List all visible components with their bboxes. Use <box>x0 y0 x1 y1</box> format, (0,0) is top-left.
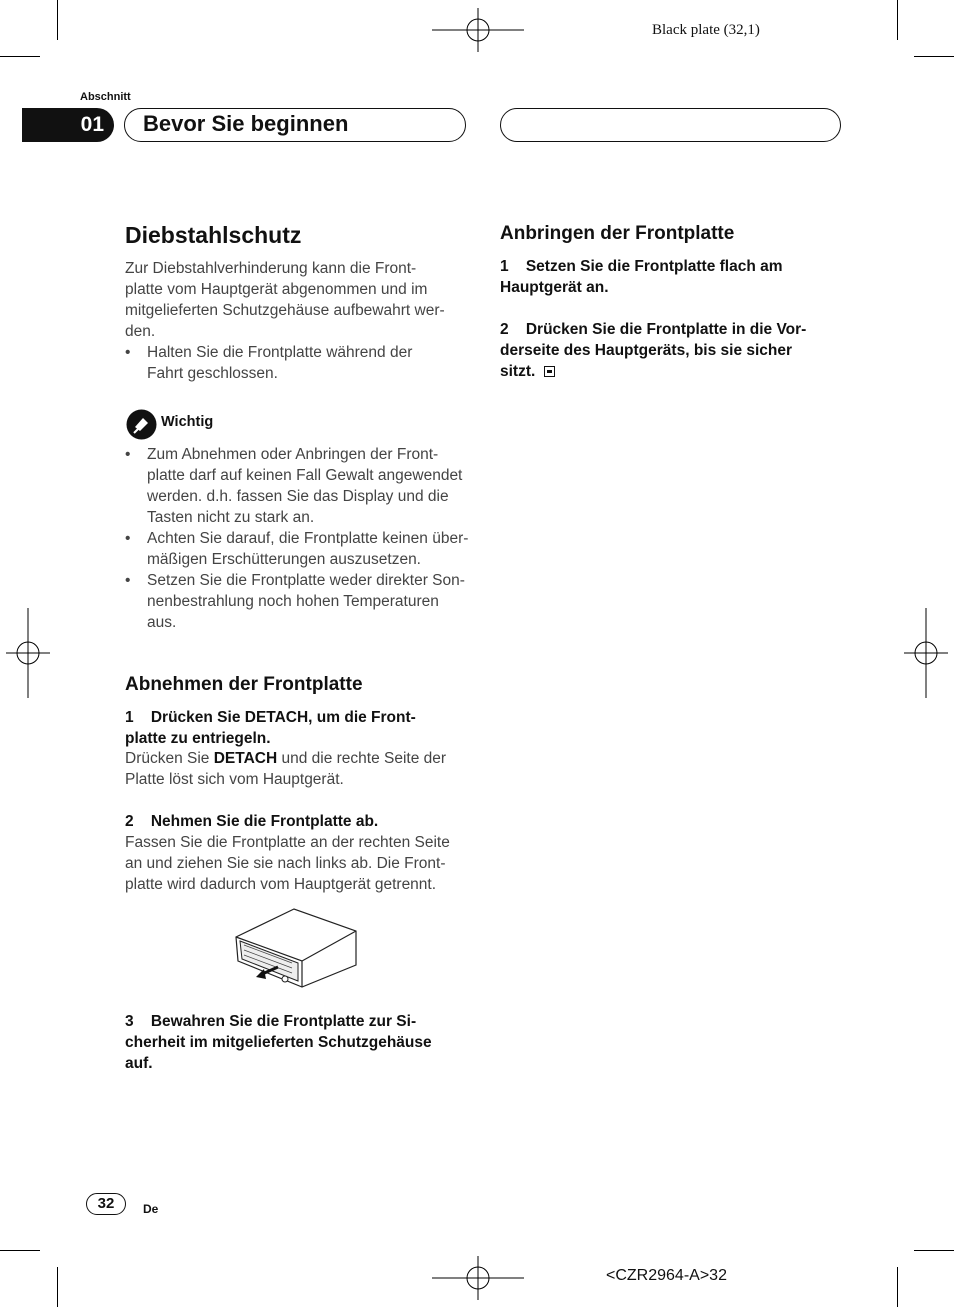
registration-mark-left <box>6 608 50 698</box>
text-run: sitzt. <box>500 363 536 380</box>
crop-mark <box>57 1267 58 1307</box>
text-line: aus. <box>147 614 177 631</box>
bullet-dot: • <box>125 530 131 547</box>
text-line: Tasten nicht zu stark an. <box>147 509 315 526</box>
attach-heading: Anbringen der Frontplatte <box>500 223 735 244</box>
crop-mark <box>914 1250 954 1251</box>
attach-step-1 <box>500 256 783 298</box>
text-line <box>125 748 446 769</box>
text-line: 3 Bewahren Sie die Frontplatte zur Si- <box>125 1013 417 1030</box>
remove-step-2-body <box>125 832 450 895</box>
bullet-item <box>125 444 470 528</box>
text-line: auf. <box>125 1055 153 1072</box>
section-caption: Abschnitt <box>80 91 131 103</box>
section-title: Bevor Sie beginnen <box>143 111 349 136</box>
bullet-item <box>125 528 470 570</box>
registration-mark-bottom <box>432 1256 524 1300</box>
attach-step-2 <box>500 319 806 382</box>
text-line: platte darf auf keinen Fall Gewalt angewendet <box>147 467 463 484</box>
text-line <box>500 361 806 382</box>
crop-mark <box>0 1250 40 1251</box>
text-line: nenbestrahlung noch hohen Temperaturen <box>147 593 439 610</box>
text-line: 1 Setzen Sie die Frontplatte flach am <box>500 258 783 275</box>
end-mark-fill <box>547 370 552 373</box>
text-line: 1 Drücken Sie DETACH, um die Front- <box>125 709 416 726</box>
page-number: 32 <box>86 1193 126 1215</box>
text-run: Drücken Sie <box>125 750 214 767</box>
plate-label: Black plate (32,1) <box>652 22 760 38</box>
remove-step-1-body <box>125 748 446 790</box>
text-line: Halten Sie die Frontplatte während der <box>147 344 413 361</box>
text-line: platte zu entriegeln. <box>125 730 271 747</box>
important-icon <box>126 409 157 440</box>
text-line: werden. d.h. fassen Sie das Display und die <box>147 488 449 505</box>
frontplate-removal-illustration <box>230 905 362 989</box>
section-title-frame-right <box>500 108 841 142</box>
crop-mark <box>57 0 58 40</box>
bullet-text <box>147 528 468 570</box>
crop-mark <box>914 56 954 57</box>
text-run: und die rechte Seite der <box>277 750 447 767</box>
important-label: Wichtig <box>161 414 214 430</box>
text-line: Zur Diebstahlverhinderung kann die Front- <box>125 260 417 277</box>
remove-step-1 <box>125 707 416 749</box>
text-line: Platte löst sich vom Hauptgerät. <box>125 771 344 788</box>
text-line: Zum Abnehmen oder Anbringen der Front- <box>147 446 439 463</box>
crop-mark <box>897 0 898 40</box>
bullet-item <box>125 342 465 384</box>
remove-heading: Abnehmen der Frontplatte <box>125 674 363 695</box>
text-line: platte wird dadurch vom Hauptgerät getrennt. <box>125 876 437 893</box>
intro-paragraph <box>125 258 445 342</box>
text-line: mitgelieferten Schutzgehäuse aufbewahrt wer- <box>125 302 445 319</box>
text-line: Fassen Sie die Frontplatte an der rechten Seite <box>125 834 450 851</box>
text-line: Fahrt geschlossen. <box>147 365 278 382</box>
text-line: Achten Sie darauf, die Frontplatte keinen über- <box>147 530 469 547</box>
end-mark-icon <box>544 366 555 377</box>
text-line: cherheit im mitgelieferten Schutzgehäuse <box>125 1034 432 1051</box>
crop-mark <box>0 56 40 57</box>
detach-key-label: DETACH <box>213 750 278 767</box>
bullet-text <box>147 444 462 528</box>
registration-mark-right <box>904 608 948 698</box>
text-line: Setzen Sie die Frontplatte weder direkter Son- <box>147 572 465 589</box>
bullet-dot: • <box>125 572 131 589</box>
section-number: 01 <box>22 108 114 142</box>
text-line: 2 Nehmen Sie die Frontplatte ab. <box>125 813 379 830</box>
text-line: platte vom Hauptgerät abgenommen und im <box>125 281 428 298</box>
text-line: an und ziehen Sie sie nach links ab. Die Front- <box>125 855 446 872</box>
bullet-dot: • <box>125 344 131 361</box>
text-line: den. <box>125 323 156 340</box>
document-code: <CZR2964-A>32 <box>606 1267 727 1284</box>
text-line: derseite des Hauptgeräts, bis sie sicher <box>500 342 793 359</box>
text-line: mäßigen Erschütterungen auszusetzen. <box>147 551 421 568</box>
bullet-text <box>147 342 412 384</box>
remove-step-2 <box>125 811 378 832</box>
bullet-item <box>125 570 470 633</box>
remove-step-3 <box>125 1011 432 1074</box>
text-line: Hauptgerät an. <box>500 279 609 296</box>
registration-mark-top <box>432 8 524 52</box>
page-title: Diebstahlschutz <box>125 222 302 248</box>
crop-mark <box>897 1267 898 1307</box>
bullet-text <box>147 570 465 633</box>
language-code: De <box>143 1202 159 1216</box>
text-line: 2 Drücken Sie die Frontplatte in die Vor- <box>500 321 807 338</box>
bullet-dot: • <box>125 446 131 463</box>
